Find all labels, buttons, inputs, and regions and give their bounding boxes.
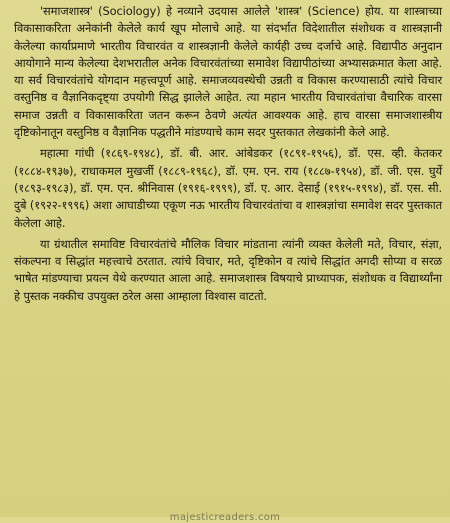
book-back-cover-text bbox=[14, 3, 442, 305]
paragraph-conclusion: या ग्रंथातील समाविष्ट विचारवंतांचे मौलिक विचार मांडताना त्यांनी व्यक्त केलेली मते, विचार, संज्ञा, संकल्पना व सिद्धांत महत्त्वाचे ठरतात. त्यांचे विचार, मते, दृष्टिकोन व त्यांचे सिद्धांत अगदी सोप्या व सरळ भाषेत मांडण्याचा प्रयत्न येथे करण्यात आला आहे. समाजशास्त्र विषयाचे प्राध्यापक, संशोधक व विद्यार्थ्यांना हे पुस्तक नक्कीच उपयुक्त ठरेल असा आम्हाला विश्वास वाटतो. bbox=[14, 236, 442, 303]
site-watermark: majesticreaders.com bbox=[169, 512, 281, 523]
paragraph-introduction: 'समाजशास्त्र' (Sociology) हे नव्याने उदयास आलेले 'शास्त्र' (Science) होय. या शास्त्राच्या विकासाकरिता अनेकांनी केलेले कार्य खूप मोलाचे आहे. या संदर्भात विदेशातील संशोधक व शास्त्रज्ञानी केलेल्या कार्याप्रमाणे भारतीय विचारवंत व शास्त्रज्ञानी केलेले कार्यही उच्च दर्जाचे आहे. विद्यापीठ अनुदान आयोगाने मान्य केलेल्या देशभरातील अनेक विचारवंतांच्या समावेश विद्यापीठांच्या अभ्यासक्रमात केला आहे. या सर्व विचारवंतांचे योगदान महत्त्वपूर्ण आहे. समाजव्यवस्थेची उन्नती व विकास करण्यासाठी त्यांचे विचार वस्तुनिष्ठ व वैज्ञानिकदृष्ट्या उपयोगी सिद्ध झालेले आहेत. त्या महान भारतीय विचारवंतांचा वैचारिक वारसा समाज उन्नती व विकासाकरिता जतन करून ठेवणे अत्यंत आवश्यक आहे. हाच वारसा समाजशास्त्रीय दृष्टिकोनातून वस्तुनिष्ठ व वैज्ञानिक पद्धतीने मांडण्याचे काम सदर पुस्तकात लेखकांनी केले आहे. bbox=[14, 4, 442, 140]
paragraph-thinkers-list: महात्मा गांधी (१८६९-१९४८), डॉ. बी. आर. आंबेडकर (१८९१-१९५६), डॉ. एस. व्ही. केतकर (१८८४-१९३७), राधाकमल मुखर्जी (१८८९-१९६८), डॉ. एम. एन. राय (१८८७-१९५४), डॉ. जी. एस. घुर्ये (१८९३-१९८३), डॉ. एम. एन. श्रीनिवास (१९१६-१९९९), डॉ. ए. आर. देसाई (१९१५-१९९४), डॉ. एस. सी. दुबे (१९२२-१९९६) अशा आघाडीच्या एकूण नऊ भारतीय विचारवंतांचा व शास्त्रज्ञांचा समावेश सदर पुस्तकात केलेला आहे. bbox=[14, 146, 442, 230]
